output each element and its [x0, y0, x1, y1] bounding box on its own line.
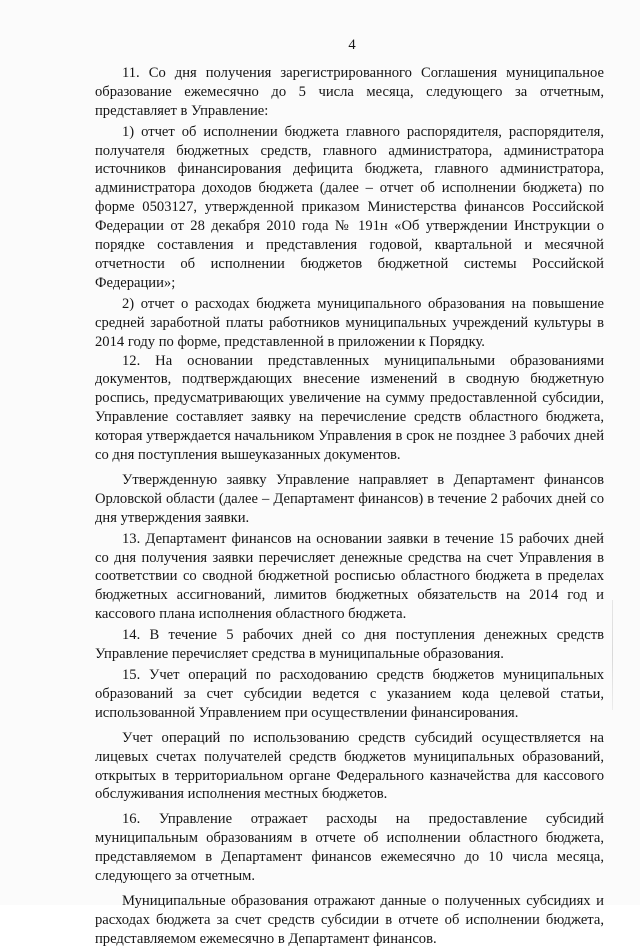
- paragraph-15-continuation: Учет операций по использованию средств субсидий осуществляется на лицевых счетах получателей средств бюджетов муниципальных образований, открытых в территориальном органе Федерального казначейства для кассового обслуживания исполнения местных бюджетов.: [95, 729, 604, 803]
- paragraph-11: 11. Со дня получения зарегистрированного Соглашения муниципальное образование ежемесячно до 5 числа месяца, следующего за отчетным, представляет в Управление:: [95, 64, 604, 119]
- paragraph-14: 14. В течение 5 рабочих дней со дня поступления денежных средств Управление перечисляет средства в муниципальные образования.: [95, 627, 604, 663]
- paragraph-11-item-1: 1) отчет об исполнении бюджета главного распорядителя, распорядителя, получателя бюджетных средств, главного администратора, администратора источников финансирования дефицита бюджета, главного администратора, администратора доходов бюджета (далее – отчет об исполнении бюджета) по форме 0503127, утвержденной приказом Министерства финансов Российской Федерации от 28 декабря 2010 года № 191н «Об утверждении Инструкции о порядке составления и представления годовой, квартальной и месячной отчетности об исполнении бюджетов бюджетной системы Российской Федерации»;: [95, 123, 604, 291]
- paragraph-12: 12. На основании представленных муниципальными образованиями документов, подтверждающих внесение изменений в сводную бюджетную роспись, предусматривающих увеличение на сумму предоставленной субсидии, Управление составляет заявку на перечисление средств областного бюджета, которая утверждается начальником Управления в срок не позднее 3 рабочих дней со дня поступления вышеуказанных документов.: [95, 352, 604, 464]
- paragraph-16-continuation: Муниципальные образования отражают данные о полученных субсидиях и расходах бюджета за счет средств субсидии в отчете об исполнении бюджета, представляемом ежемесячно в Департамент финансов.: [95, 892, 604, 947]
- paragraph-16: 16. Управление отражает расходы на предоставление субсидий муниципальным образованиям в отчете об исполнении областного бюджета, представляемом в Департамент финансов ежемесячно до 10 числа месяца, следующего за отчетным.: [95, 811, 604, 885]
- paragraph-11-item-2: 2) отчет о расходах бюджета муниципального образования на повышение средней заработной платы работников муниципальных учреждений культуры в 2014 году по форме, представленной в приложении к Порядку.: [95, 295, 604, 350]
- paragraph-15: 15. Учет операций по расходованию средств бюджетов муниципальных образований за счет субсидии ведется с указанием кода целевой статьи, использованной Управлением при осуществлении финансирования.: [95, 667, 604, 721]
- paragraph-13: 13. Департамент финансов на основании заявки в течение 15 рабочих дней со дня получения заявки перечисляет денежные средства на счет Управления в соответствии со сводной бюджетной росписью областного бюджета в пределах бюджетных ассигнований, лимитов бюджетных обязательств на 2014 год и кассового плана исполнения областного бюджета.: [95, 530, 604, 623]
- paragraph-12-continuation: Утвержденную заявку Управление направляет в Департамент финансов Орловской области (далее – Департамент финансов) в течение 2 рабочих дней со дня утверждения заявки.: [95, 471, 604, 526]
- page-number: 4: [348, 37, 356, 53]
- scan-artifact-line: [612, 600, 613, 710]
